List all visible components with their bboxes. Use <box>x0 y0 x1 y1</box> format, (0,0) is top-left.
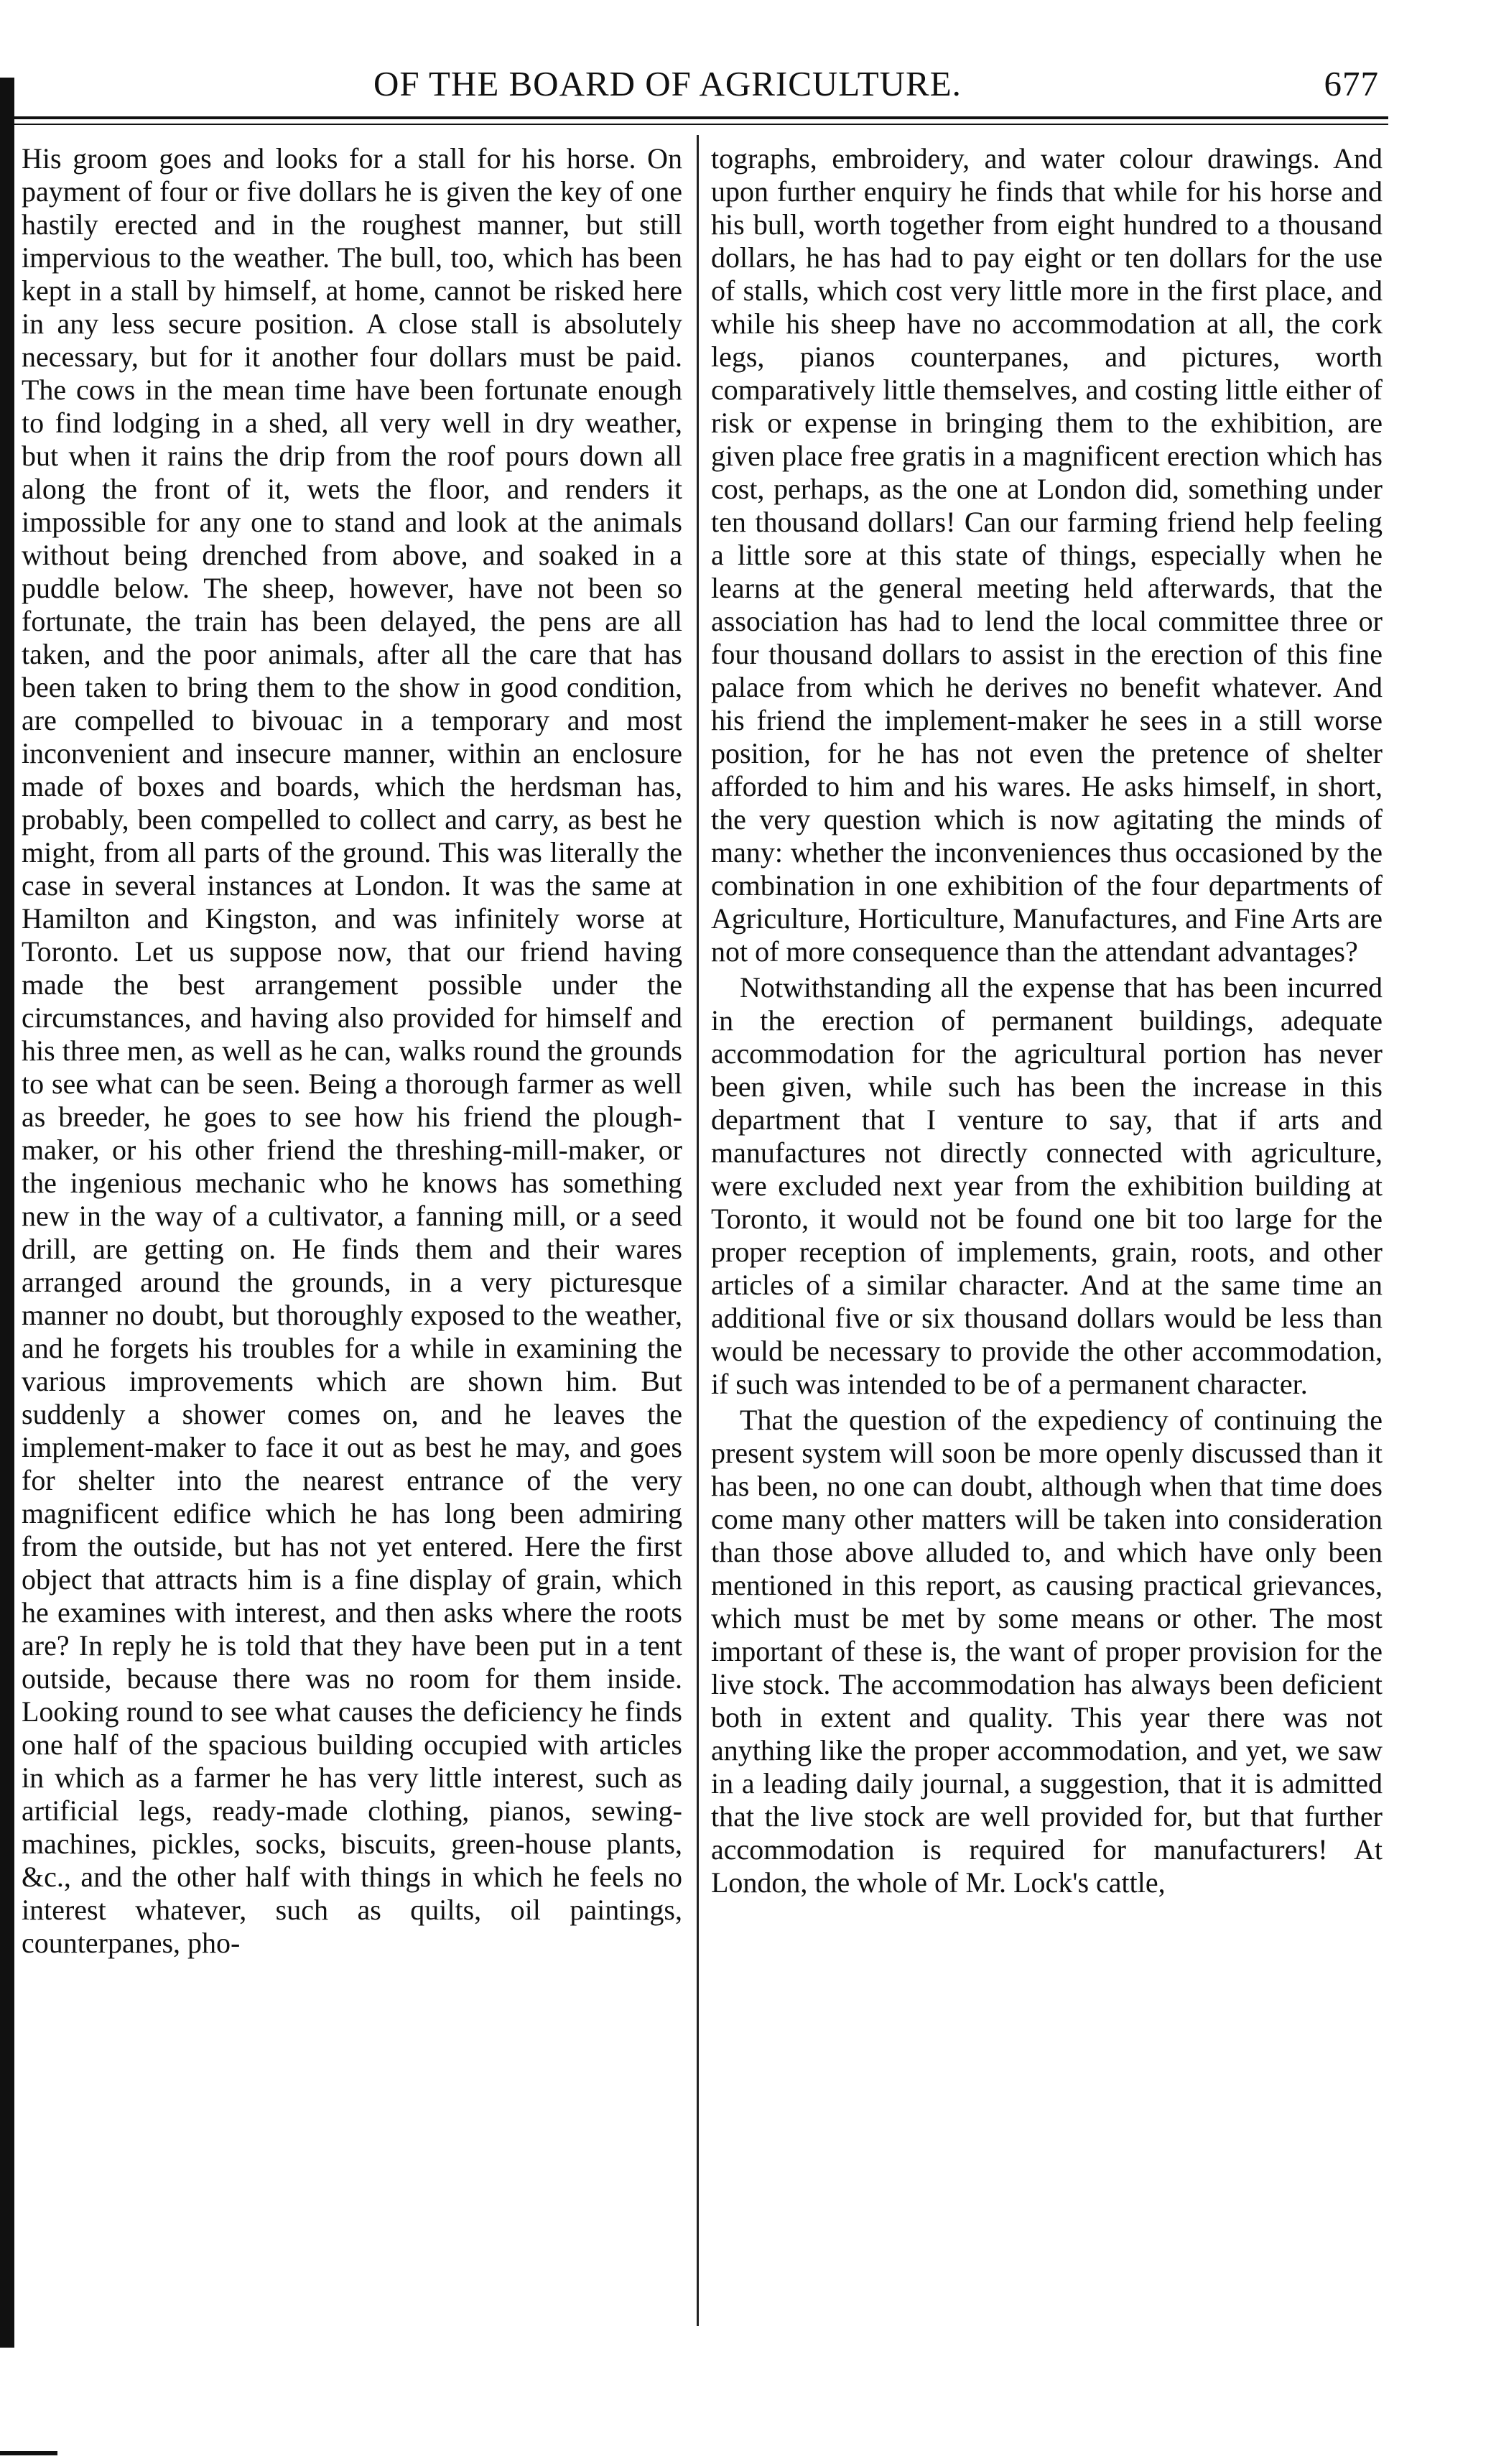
right-column <box>711 142 1383 1899</box>
right-paragraph-2: Notwithstanding all the expense that has been incurred in the erection of permanent buildings, adequate accommodation for the agricultural portion has never been given, while such has been the increase in this department that I venture to say, that if arts and manufactures not directly connected with agriculture, were excluded next year from the exhibition building at Toronto, it would not be found one bit too large for the proper reception of implements, grain, roots, and other articles of a similar character. And at the same time an additional five or six thousand dollars would be less than would be necessary to provide the other accommodation, if such was intended to be of a permanent character. <box>711 971 1383 1400</box>
running-header <box>373 63 1379 114</box>
header-rule-thick <box>14 116 1388 119</box>
left-paragraph-1: His groom goes and looks for a stall for his horse. On payment of four or five dollars he is given the key of one hastily erected and in the roughest manner, but still impervious to the weather. The bull, too, which has been kept in a stall by himself, at home, cannot be risked here in any less secure position. A close stall is absolutely necessary, but for it another four dollars must be paid. The cows in the mean time have been fortunate enough to find lodging in a shed, all very well in dry weather, but when it rains the drip from the roof pours down all along the front of it, wets the floor, and renders it impossible for any one to stand and look at the animals without being drenched from above, and soaked in a puddle below. The sheep, however, have not been so fortunate, the train has been delayed, the pens are all taken, and the poor animals, after all the care that has been taken to bring them to the show in good condition, are compelled to bivouac in a temporary and most inconvenient and insecure manner, within an enclosure made of boxes and boards, which the herdsman has, probably, been compelled to collect and carry, as best he might, from all parts of the ground. This was literally the case in several instances at London. It was the same at Hamilton and Kingston, and was infinitely worse at Toronto. Let us suppose now, that our friend having made the best arrangement possible under the circumstances, and having also provided for himself and his three men, as well as he can, walks round the grounds to see what can be seen. Being a thorough farmer as well as breeder, he goes to see how his friend the plough-maker, or his other friend the threshing-mill-maker, or the ingenious mechanic who he knows has something new in the way of a cultivator, a fanning mill, or a seed drill, are getting on. He finds them and their wares arranged around the grounds, in a very picturesque manner no doubt, but thoroughly exposed to the weather, and he forgets his troubles for a while in examining the various improvements which are shown him. But suddenly a shower comes on, and he leaves the implement-maker to face it out as best he may, and goes for shelter into the nearest entrance of the very magnificent edifice which he has long been admiring from the outside, but has not yet entered. Here the first object that attracts him is a fine display of grain, which he examines with interest, and then asks where the roots are? In reply he is told that they have been put in a tent outside, because there was no room for them inside. Looking round to see what causes the deficiency he finds one half of the spacious building occupied with articles in which as a farmer he has very little interest, such as artificial legs, ready-made clothing, pianos, sewing-machines, pickles, socks, biscuits, green-house plants, &c., and the other half with things in which he feels no interest whatever, such as quilts, oil paintings, counterpanes, pho- <box>22 142 682 1959</box>
page-number: 677 <box>1324 64 1379 103</box>
right-paragraph-1: tographs, embroidery, and water colour drawings. And upon further enquiry he finds that while for his horse and his bull, worth together from eight hundred to a thousand dollars, he has had to pay eight or ten dollars for the use of stalls, which cost very little more in the first place, and while his sheep have no accommodation at all, the cork legs, pianos counterpanes, and pictures, worth comparatively little themselves, and costing little either of risk or expense in bringing them to the exhibition, are given place free gratis in a magnificent erection which has cost, perhaps, as the one at London did, something under ten thousand dollars! Can our farming friend help feeling a little sore at this state of things, especially when he learns at the general meeting held afterwards, that the association has had to lend the local committee three or four thousand dollars to assist in the erection of this fine palace from which he derives no benefit whatever. And his friend the implement-maker he sees in a still worse position, for he has not even the pretence of shelter afforded to him and his wares. He asks himself, in short, the very question which is now agitating the minds of many: whether the inconveniences thus occasioned by the combination in one exhibition of the four departments of Agriculture, Horticulture, Manufactures, and Fine Arts are not of more consequence than the attendant advantages? <box>711 142 1383 968</box>
page-binding-edge <box>0 78 14 2348</box>
footer-mark <box>0 2451 57 2455</box>
running-title: OF THE BOARD OF AGRICULTURE. <box>373 64 962 103</box>
right-paragraph-3: That the question of the expediency of continuing the present system will soon be more openly discussed than it has been, no one can doubt, although when that time does come many other matters will be taken into consideration than those above alluded to, and which have only been mentioned in this report, as causing practical grievances, which must be met by some means or other. The most important of these is, the want of proper provision for the live stock. The accommodation has always been deficient both in extent and quality. This year there was not anything like the proper accommodation, and yet, we saw in a leading daily journal, a suggestion, that it is admitted that the live stock are well provided for, but that further accommodation is required for manufacturers! At London, the whole of Mr. Lock's cattle, <box>711 1404 1383 1899</box>
header-rule-thin <box>14 124 1388 125</box>
column-divider <box>697 135 699 2326</box>
left-column <box>22 142 682 1960</box>
